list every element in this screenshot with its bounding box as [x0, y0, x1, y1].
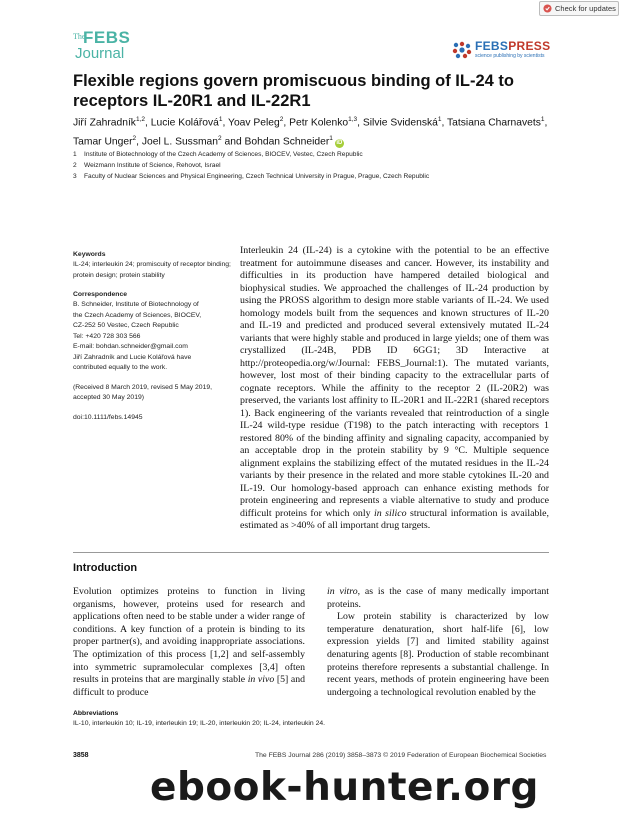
author-list: Jiří Zahradník$^{1,2}$, Lucie Kolářová$^1$, Yoav Peleg$^2$, Petr Kolenko$^{1,3}$, Silvie Svidenská$^1$, Tatsiana Charnavets$^1$, Tamar Unger$^2$, Joel L. Sussman$^2$ and Bohdan Schneider$^1$iD — [73, 116, 548, 148]
author-affiliation-sup: 1 — [540, 116, 545, 123]
page-number: 3858 — [73, 752, 89, 759]
check-updates-icon — [543, 4, 552, 13]
author-affiliation-sup: 1,2 — [135, 116, 145, 123]
affiliation-text: Weizmann Institute of Science, Rehovot, Israel — [84, 162, 221, 169]
affiliation-text: Faculty of Nuclear Sciences and Physical Engineering, Czech Technical University in Prague, Prague, Czech Republic — [84, 173, 430, 180]
check-for-updates-button[interactable] — [539, 1, 619, 16]
author-name: Petr Kolenko — [289, 117, 349, 129]
author-affiliation-sup: 1 — [437, 116, 442, 123]
orcid-icon[interactable]: iD — [336, 140, 343, 147]
affiliation-text: Institute of Biotechnology of the Czech Academy of Sciences, BIOCEV, Vestec, Czech Republic — [84, 151, 363, 158]
correspondence-email[interactable]: E-mail: bohdan.schneider@gmail.com — [73, 343, 188, 350]
affiliation-number: 3 — [73, 173, 77, 180]
received-dates: (Received 8 March 2019, revised 5 May 2019, accepted 30 May 2019) — [73, 383, 213, 401]
affiliations — [73, 149, 573, 182]
article-title: Flexible regions govern promiscuous binding of IL-24 to receptors IL-20R1 and IL-22R1 — [73, 72, 514, 110]
introduction-heading: Introduction — [73, 562, 138, 574]
author-affiliation-sup: 2 — [279, 116, 284, 123]
intro-right-paragraph-1: in vitro, as is the case of many medically important proteins. — [327, 586, 549, 610]
author-name: Lucie Kolářová — [150, 117, 219, 129]
abbreviations-heading: Abbreviations — [73, 710, 119, 717]
author-name: Tatsiana Charnavets — [447, 117, 541, 129]
author-name: Yoav Peleg — [228, 117, 280, 129]
author-name: Bohdan Schneider — [244, 136, 330, 148]
introduction-right-column — [327, 586, 549, 699]
watermark: ebook-hunter.org — [150, 765, 539, 810]
author-affiliation-sup: 1 — [329, 134, 333, 142]
febs-press-dots-icon — [451, 40, 473, 60]
febs-journal-logo: The FEBS Journal — [73, 28, 131, 62]
affiliation-item — [73, 171, 573, 182]
abstract: Interleukin 24 (IL-24) is a cytokine with the potential to be an effective treatment for autoimmune diseases and cancer. However, its instability and difficulties in its production have hampered detailed biological and biophysical studies. We approached the challenges of IL-24 production by using the PROSS algorithm to design more stable variants of IL-24. We used homology models built from the sequences and known structures of IL-20 and IL-19 and predicted and produced several extensively mutated IL-24 variants that were highly stable and produced in large yields; one of them was crystallized (IL-24B, PDB ID 6GG1; 3D Interactive at http://proteopedia.org/w/Journal: FEBS_Journal:1). The mutated variants, however, lost most of their binding capacity to the extracellular parts of cognate receptors. While the affinity to the receptor 2 (IL-20R2) was preserved, the variants lost affinity to IL-20R1 and IL-22R1 (shared receptors 1). Back engineering of the variants revealed that reintroduction of a single IL-24 wild-type residue (T198) to the patch interacting with receptors 1 restored 80% of the binding affinity and signaling capacity, accompanied by an acceptable drop in the protein stability by 9 °C. Multiple sequence alignment explains the stabilizing effect of the mutated residues in the IL-24 variants by their presence in the related and more stable cytokines IL-20 and IL-19. Our homology-based approach can enhance existing methods for protein engineering and represents a viable alternative to study and produce difficult proteins for which only in silico structural information is available, estimated as >40% of all important drug targets. — [240, 245, 550, 531]
author-name: Tamar Unger — [73, 136, 133, 148]
abbreviations-text: IL-10, interleukin 10; IL-19, interleukin 19; IL-20, interleukin 20; IL-24, interleukin 24. — [73, 720, 326, 727]
keywords-text: IL-24; interleukin 24; promiscuity of receptor binding; protein design; protein stability — [73, 261, 231, 279]
author-name: Silvie Svidenská — [362, 117, 438, 129]
affiliation-number: 2 — [73, 162, 77, 169]
author-name: Jiří Zahradník — [73, 117, 136, 129]
febs-press-logo: FEBSPRESS science publishing by scientists — [451, 38, 576, 62]
introduction-left-column: Evolution optimizes proteins to function in living organisms, however, proteins used for research and applications often need to be stable under a wider range of conditions. A key function of a protein is binding to its proper partner(s), and avoiding inappropriate associations. The optimization of this process [1,2] and self-assembly into symmetric supramolecular complexes [3,4] often results in proteins that are marginally stable in vivo [5] and difficult to produce — [73, 586, 306, 698]
affiliation-number: 1 — [73, 151, 77, 158]
affiliation-item — [73, 160, 573, 171]
doi-link[interactable]: doi:10.1111/febs.14945 — [73, 413, 143, 421]
intro-right-paragraph-2: Low protein stability is characterized by low temperature denaturation, short half-life [6], low expression yields [7] and limited stability against denaturing agents [8]. Production of stable recombinant proteins therefore represents a substantial challenge. In recent years, methods of protein engineering have been undergoing a technological revolution enabled by the — [327, 611, 549, 698]
correspondence-heading: Correspondence — [73, 291, 128, 298]
author-affiliation-sup: 1,3 — [348, 116, 358, 123]
author-name: Joel L. Sussman — [141, 136, 218, 148]
author-affiliation-sup: 1 — [218, 116, 223, 123]
author-affiliation-sup: 2 — [132, 134, 137, 142]
footer-citation: The FEBS Journal 286 (2019) 3858–3873 © 2019 Federation of European Biochemical Societies — [255, 752, 547, 759]
article-info-sidebar — [73, 250, 233, 423]
keywords-heading: Keywords — [73, 251, 106, 258]
section-divider — [73, 552, 549, 553]
correspondence-block: B. Schneider, Institute of Biotechnology of the Czech Academy of Sciences, BIOCEV, CZ-252 50 Vestec, Czech Republic Tel: +420 728 303 566 E-mail: bohdan.schneider@gmail.com Jiří Zahradník and Lucie Kolářová have contributed equally to the work. — [73, 300, 233, 374]
author-affiliation-sup: 2 — [218, 134, 222, 142]
check-updates-label: Check for updates — [555, 4, 616, 13]
affiliation-item — [73, 149, 573, 160]
